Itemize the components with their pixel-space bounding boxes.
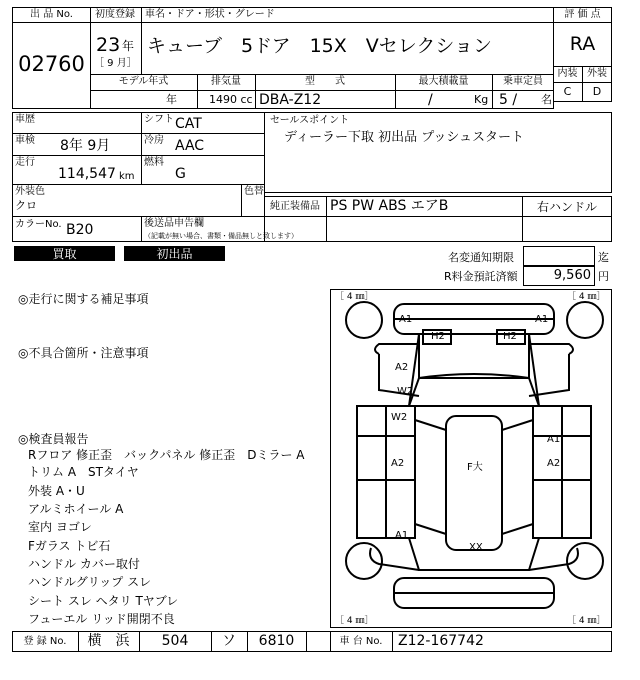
mark-front-door-left: W2	[391, 412, 408, 423]
capacity-label: 乗車定員	[503, 76, 543, 87]
mark-fender-left: A2	[395, 362, 409, 373]
equipment-label: 純正装備品	[270, 201, 320, 212]
inspector-line: Fガラス トビ石	[28, 539, 111, 553]
color-no-value: B20	[66, 222, 94, 238]
lot-number-label: 出 品 No.	[30, 9, 73, 20]
mark-front-door-right: A1	[547, 434, 561, 445]
equipment-value: PS PW ABS エアB	[330, 198, 449, 214]
exterior-grade: D	[592, 85, 602, 98]
lot-number: 02760	[18, 52, 85, 76]
chassis-label: 車 台 No.	[339, 636, 383, 647]
inspector-line: Rフロア 修正歪 バックパネル 修正歪 Dミラー A	[28, 448, 305, 462]
roof	[446, 416, 502, 550]
tire-rear-left	[346, 543, 382, 579]
first-reg-year-unit: 年	[122, 39, 135, 53]
inspector-line: トリム A STタイヤ	[28, 465, 139, 479]
inspector-label: ◎検査員報告	[18, 432, 89, 446]
tire-depth-front-left: ［ 4 ㎜］	[335, 292, 374, 302]
inspector-line: ハンドル カバー取付	[28, 557, 140, 571]
max-load-unit: Kg	[474, 93, 489, 106]
mileage-unit: km	[119, 171, 135, 182]
mark-roof: F大	[467, 462, 483, 473]
first-reg-month: ［ 9 月］	[94, 58, 137, 69]
recycle-label: R料金預託済額	[444, 270, 518, 283]
defects-label: ◎不具合箇所・注意事項	[18, 346, 149, 360]
driving-remarks-label: ◎走行に関する補足事項	[18, 292, 149, 306]
first-reg-year: 23	[96, 34, 121, 56]
interior-label: 内装	[557, 68, 578, 79]
model-year-unit: 年	[166, 93, 177, 106]
ac-value: AAC	[175, 138, 205, 154]
chassis-number: Z12-167742	[398, 633, 484, 649]
model-code-label: 型 式	[305, 76, 345, 87]
first-reg-label: 初度登録	[95, 9, 135, 20]
mark-front-bumper-left: A1	[399, 314, 413, 325]
color-no-label: カラーNo.	[15, 219, 62, 230]
ac-label: 冷房	[144, 135, 164, 146]
displacement-label: 排気量	[211, 76, 241, 87]
inspection-label: 車検	[15, 135, 35, 146]
shift-value: CAT	[175, 116, 202, 132]
inspector-line: 室内 ヨゴレ	[28, 520, 92, 534]
exterior-color-label: 外装色	[15, 186, 45, 197]
mark-rear-gate: XX	[469, 542, 483, 553]
name-change-label: 名変通知期限	[448, 251, 514, 264]
mileage-label: 走行	[15, 157, 35, 168]
mark-rear-door-left: A2	[391, 458, 405, 469]
listing-badge: 初出品	[124, 246, 225, 261]
max-load-label: 最大積載量	[418, 76, 469, 87]
capacity: 5 /	[499, 92, 518, 108]
mark-quarter-left: A1	[395, 530, 409, 541]
name-change-unit: 迄	[598, 251, 609, 264]
tire-depth-rear-right: ［ 4 ㎜］	[567, 616, 606, 626]
repaint-label: 色替	[244, 186, 264, 197]
reg-no-label: 登 録 No.	[23, 636, 67, 647]
car-name: キューブ 5ドア 15X Vセレクション	[147, 35, 492, 57]
fuel-label: 燃料	[144, 157, 164, 168]
reg-class: 504	[161, 633, 189, 649]
recycle-unit: 円	[598, 270, 609, 283]
mileage-value: 114,547	[58, 166, 116, 182]
reg-area: 横 浜	[87, 633, 130, 649]
tire-rear-right	[567, 543, 603, 579]
tire-front-right	[567, 302, 603, 338]
interior-grade: C	[563, 85, 572, 98]
buy-badge: 買取	[14, 246, 115, 261]
inspector-line: 外装 A・U	[28, 484, 85, 498]
car-name-label: 車名・ドア・形状・グレード	[145, 9, 275, 20]
inspector-line: フューエル リッド開閉不良	[28, 612, 175, 626]
tire-front-left	[346, 302, 382, 338]
mark-rear-door-right: A2	[547, 458, 561, 469]
shift-label: シフト	[144, 114, 174, 125]
inspector-line: アルミホイール A	[28, 502, 124, 516]
mark-fender-left-wave: W2	[397, 386, 414, 397]
fuel-value: G	[175, 166, 186, 182]
name-change-field	[523, 246, 595, 266]
damage-diagram	[330, 289, 612, 628]
inspector-line: ハンドルグリップ スレ	[28, 575, 152, 589]
mark-front-bumper-right: A1	[535, 314, 549, 325]
score-value: RA	[569, 33, 596, 55]
sales-point-label: セールスポイント	[270, 115, 350, 126]
exterior-label: 外装	[587, 68, 607, 79]
history-label: 車歴	[15, 114, 35, 125]
displacement: 1490 cc	[209, 93, 253, 106]
exterior-color-value: クロ	[15, 199, 37, 212]
inspector-line: シート スレ ヘタリ Tヤブレ	[28, 594, 179, 608]
mark-headlight-right: H2	[503, 331, 517, 342]
capacity-unit: 名	[541, 93, 552, 106]
tire-depth-rear-left: ［ 4 ㎜］	[335, 616, 374, 626]
sales-point-text: ディーラー下取 初出品 プッシュスタート	[284, 130, 525, 145]
recycle-amount: 9,560	[553, 268, 591, 283]
tire-depth-front-right: ［ 4 ㎜］	[567, 292, 606, 302]
steering-value: 右ハンドル	[536, 200, 597, 214]
model-year-label: モデル年式	[118, 76, 169, 87]
car-outline	[331, 290, 611, 627]
model-code: DBA-Z12	[259, 92, 322, 108]
reg-number: 6810	[258, 633, 295, 649]
score-label: 評 価 点	[564, 9, 601, 20]
inspection-value: 8年 9月	[60, 138, 111, 154]
post-docs-note: （記載が無い場合、書類・備品無しと致します）	[144, 232, 298, 240]
mark-headlight-left: H2	[431, 331, 445, 342]
reg-kana: ソ	[222, 633, 236, 649]
max-load: /	[428, 92, 433, 108]
post-docs-label: 後送品申告欄	[144, 218, 204, 229]
